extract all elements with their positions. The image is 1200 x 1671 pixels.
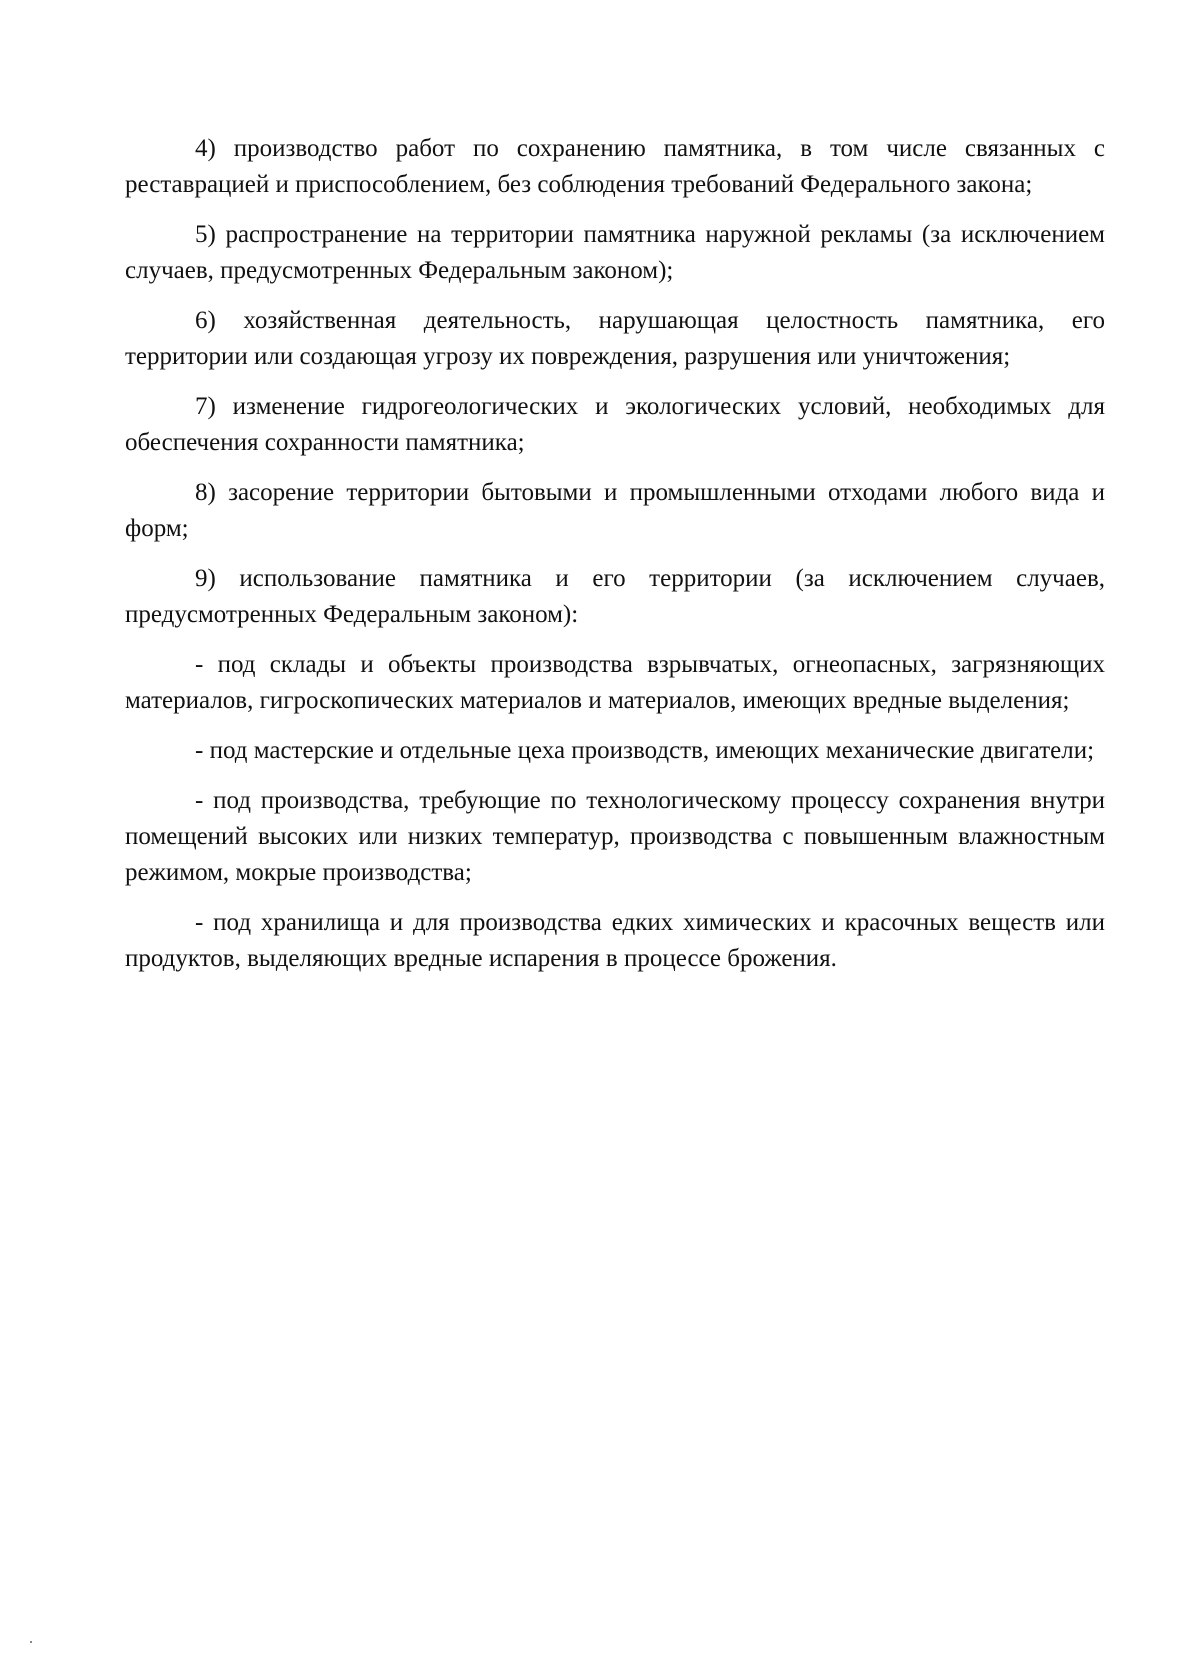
subitem-warehouses: - под склады и объекты производства взрывчатых, огнеопасных, загрязняющих материалов, гигроскопических материалов и материалов, имеющих вредные выделения; xyxy=(125,651,1105,714)
paragraph-item-4: 4) производство работ по сохранению памятника, в том числе связанных с реставрацией и приспособлением, без соблюдения требований Федерального закона; xyxy=(125,135,1105,198)
scan-speck xyxy=(30,1641,32,1643)
paragraph-item-7: 7) изменение гидрогеологических и экологических условий, необходимых для обеспечения сохранности памятника; xyxy=(125,393,1105,456)
document-body xyxy=(125,131,1105,977)
paragraph-item-9: 9) использование памятника и его территории (за исключением случаев, предусмотренных Федеральным законом): xyxy=(125,565,1105,628)
paragraph-item-8: 8) засорение территории бытовыми и промышленными отходами любого вида и форм; xyxy=(125,479,1105,542)
subitem-chemical-storage: - под хранилища и для производства едких химических и красочных веществ или продуктов, выделяющих вредные испарения в процессе брожения. xyxy=(125,909,1105,972)
paragraph-item-5: 5) распространение на территории памятника наружной рекламы (за исключением случаев, предусмотренных Федеральным законом); xyxy=(125,221,1105,284)
subitem-temperature-production: - под производства, требующие по технологическому процессу сохранения внутри помещений высоких или низких температур, производства с повышенным влажностным режимом, мокрые производства; xyxy=(125,787,1105,886)
paragraph-item-6: 6) хозяйственная деятельность, нарушающая целостность памятника, его территории или создающая угрозу их повреждения, разрушения или уничтожения; xyxy=(125,307,1105,370)
subitem-workshops: - под мастерские и отдельные цеха производств, имеющих механические двигатели; xyxy=(195,737,1095,764)
